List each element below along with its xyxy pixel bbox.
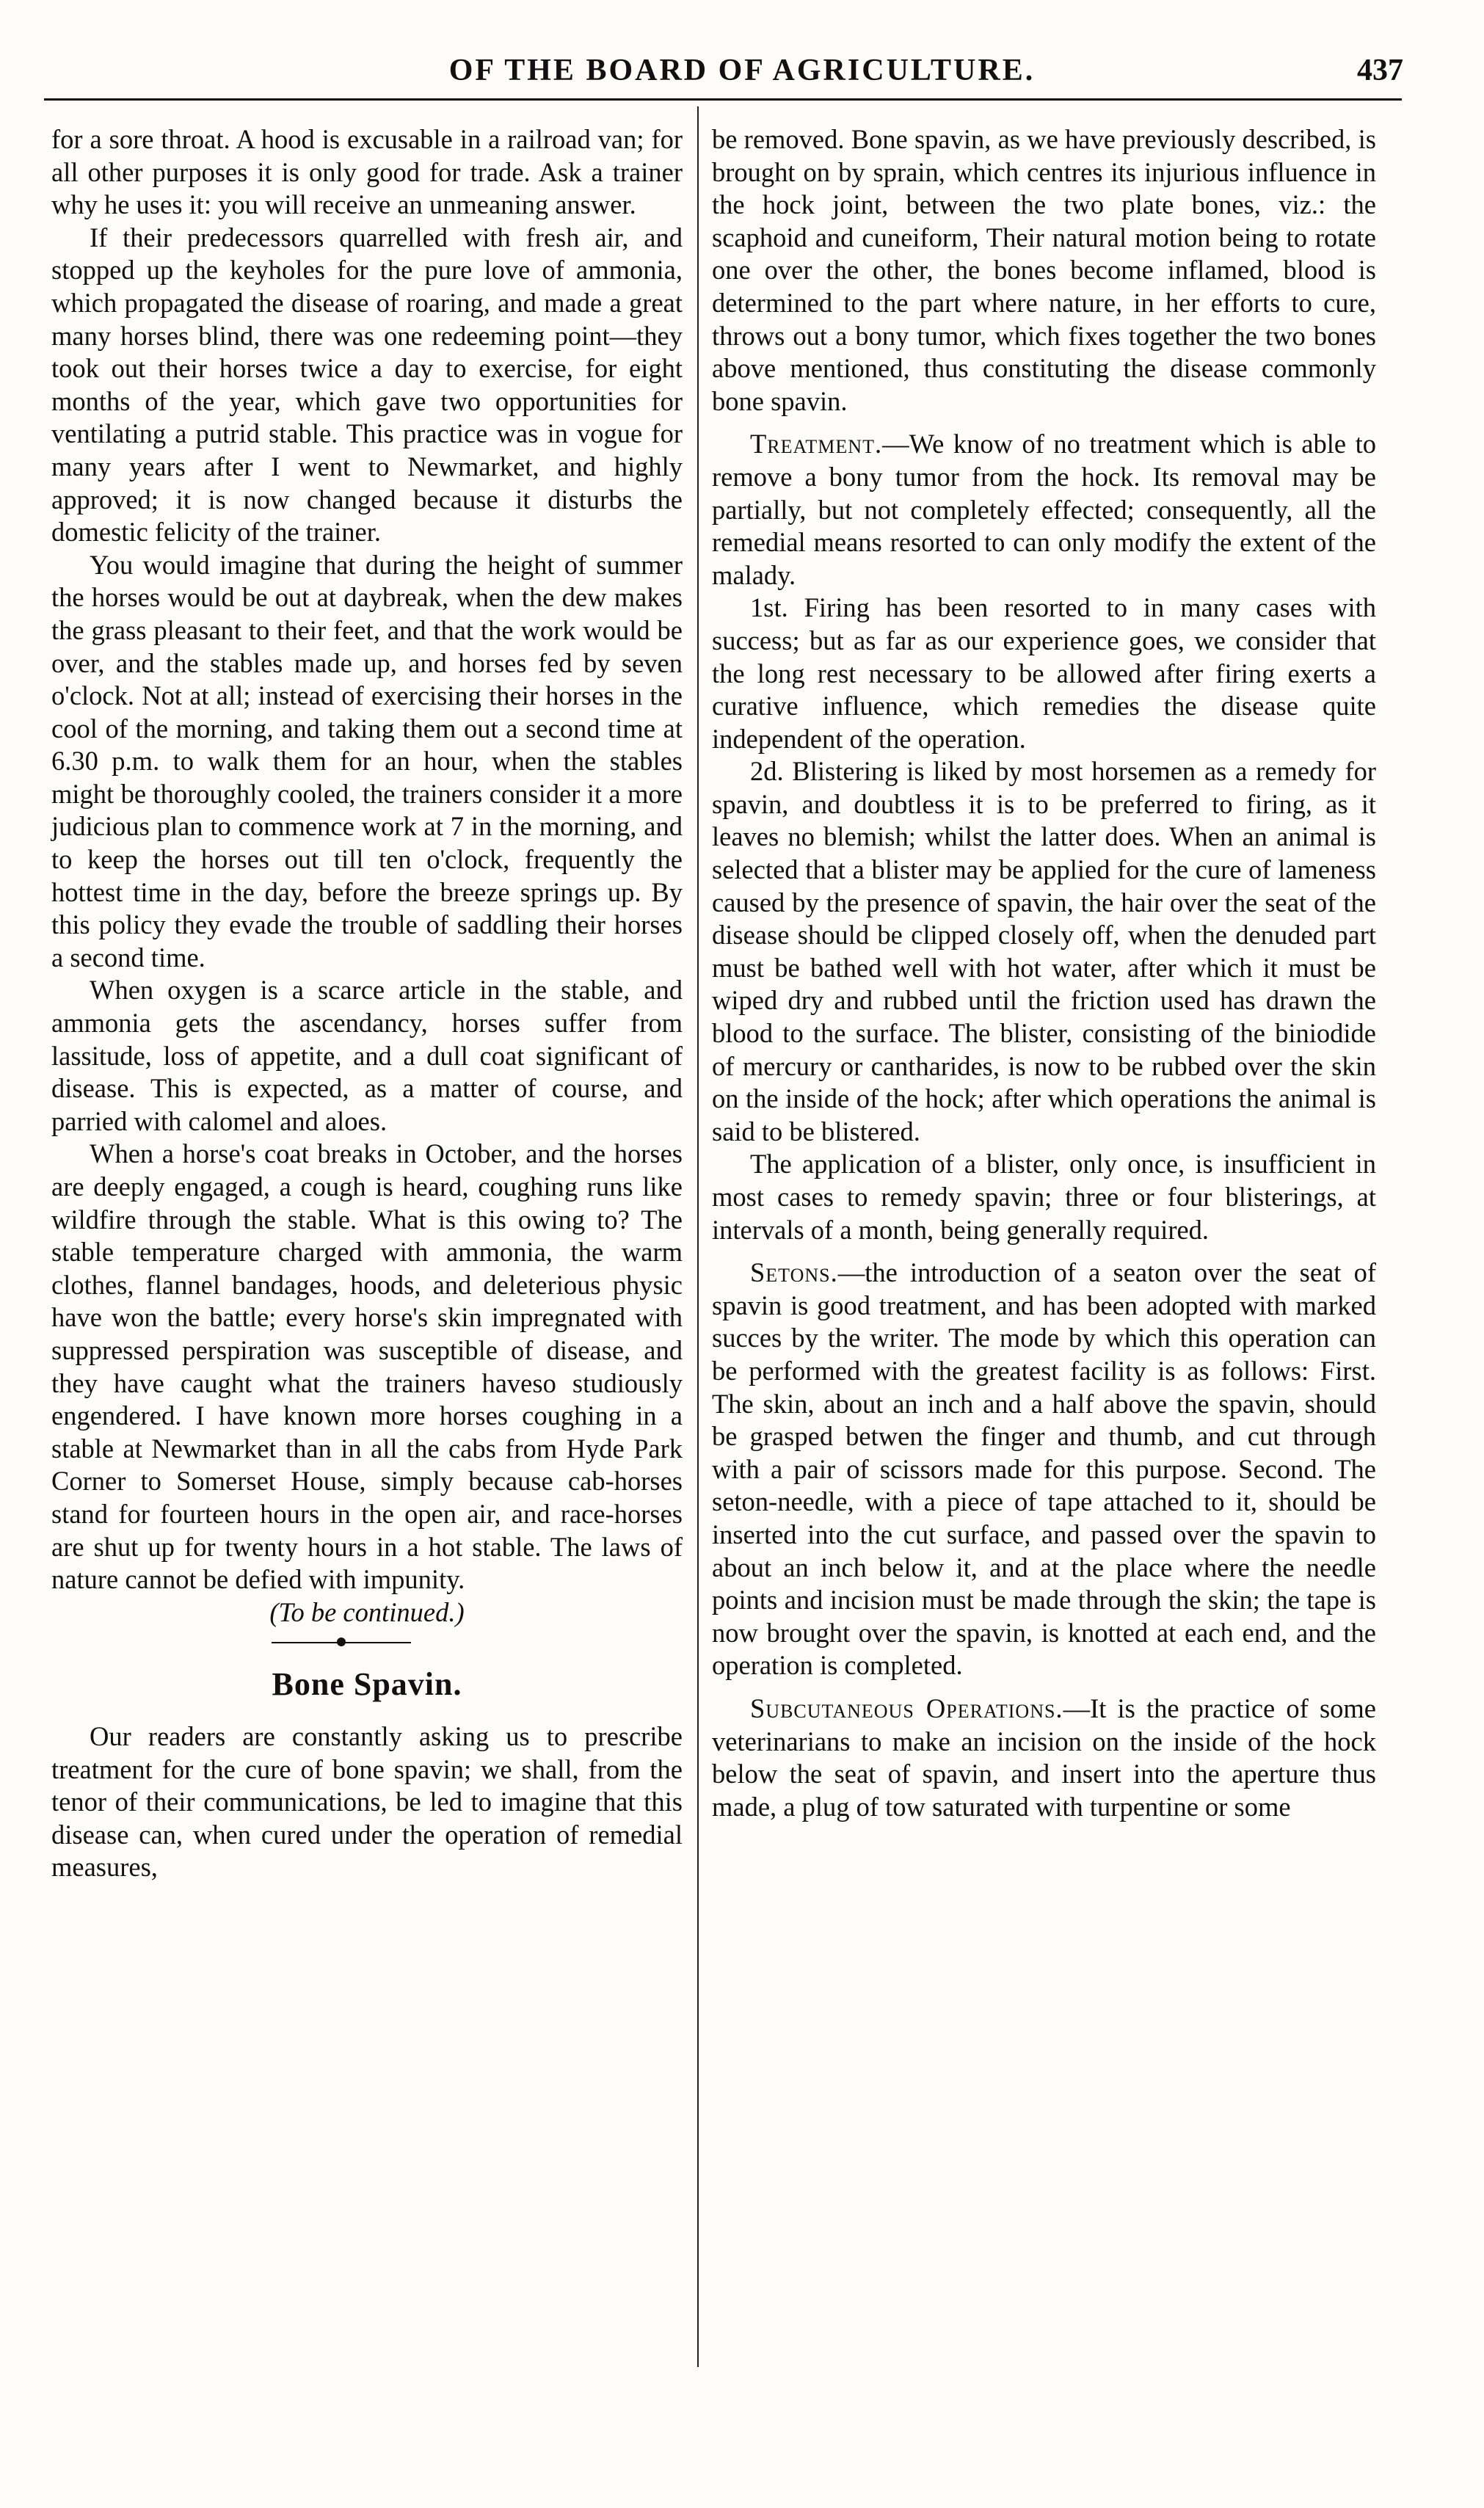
treatment-paragraph	[712, 428, 1376, 592]
blistering-paragraph: 2d. Blistering is liked by most horsemen as a remedy for spavin, and doubtless it is to be preferred to firing, as it leaves no blemish; whilst the latter does. When an animal is selected that a blister may be applied for the cure of lameness caused by the presence of spavin, the hair over the seat of the disease should be clipped closely off, when the denuded part must be bathed well with hot water, after which it must be wiped dry and rubbed until the friction used has drawn the blood to the surface. The blister, consisting of the biniodide of mercury or cantharides, is now to be rubbed over the skin on the inside of the hock; after which operations the animal is said to be blistered.	[712, 756, 1376, 1146]
right-column	[712, 123, 1376, 1823]
treatment-text: —We know of no treatment which is able to remove a bony tumor from the hock. Its removal may be partially, but not completely effected; consequently, all the remedial means resorted to can only modify the extent of the malady.	[712, 429, 1376, 590]
application-paragraph: The application of a blister, only once, is insufficient in most cases to remedy spavin; three or four blisterings, at intervals of a month, being generally required.	[712, 1149, 1376, 1245]
firing-paragraph: 1st. Firing has been resorted to in many cases with success; but as far as our experience goes, we consider that the long rest necessary to be allowed after firing exerts a curative influence, which remedies the disease quite independent of the operation.	[712, 592, 1376, 754]
section-divider	[51, 1629, 683, 1658]
section-paragraph: Our readers are constantly asking us to prescribe treatment for the cure of bone spavin; we shall, from the tenor of their communications, be led to imagine that this disease can, when cured under the operation of remedial measures,	[51, 1720, 683, 1883]
subcutaneous-text: —It is the practice of some veterinarians to make an incision on the inside of the hock below the seat of spavin, and insert into the aperture thus made, a plug of tow saturated with turpentine or some	[712, 1693, 1377, 1822]
left-paragraph: You would imagine that during the height of summer the horses would be out at daybreak, when the dew makes the grass pleasant to their feet, and that the work would be over, and the stables made up, and horses fed by seven o'clock. Not at all; instead of exercising their horses in the cool of the morning, and taking them out a second time at 6.30 p.m. to walk them for an hour, when the stables might be thoroughly cooled, the trainers consider it a more judicious plan to commence work at 7 in the morning, and to keep the horses out till ten o'clock, frequently the hottest time in the day, before the breeze springs up. By this policy they evade the trouble of saddling their horses a second time.	[51, 549, 683, 973]
right-intro: be removed. Bone spavin, as we have previously described, is brought on by sprain, which centres its injurious influence in the hock joint, between the two plate bones, viz.: the scaphoid and cuneiform, Their natural motion being to rotate one over the other, the bones become inflamed, blood is determined to the part where nature, in her efforts to cure, throws out a bony tumor, which fixes together the two bones above mentioned, thus constituting the disease commonly bone spavin.	[712, 124, 1376, 416]
running-title: OF THE BOARD OF AGRICULTURE.	[448, 54, 1036, 87]
header-rule	[44, 98, 1402, 101]
setons-text: —the introduction of a seaton over the seat of spavin is good treatment, and has been adopted with marked succes by the writer. The mode by which this operation can be performed with the greatest facility is as follows: First. The skin, about an inch and a half above the spavin, should be grasped betwen the finger and thumb, and cut through with a pair of scissors made for this purpose. Second. The seton-needle, with a piece of tape attached to it, should be inserted into the cut surface, and passed over the spavin to about an inch below it, and at the place where the needle points and incision must be made through the skin; the tape is now brought over the spavin, is knotted at each end, and the operation is completed.	[712, 1257, 1376, 1681]
setons-label: Setons.	[750, 1257, 838, 1288]
left-paragraph: When oxygen is a scarce article in the stable, and ammonia gets the ascendancy, horses suffer from lassitude, loss of appetite, and a dull coat significant of disease. This is expected, as a matter of course, and parried with calomel and aloes.	[51, 975, 683, 1136]
left-paragraph: When a horse's coat breaks in October, and the horses are deeply engaged, a cough is heard, coughing runs like wildfire through the stable. What is this owing to? The stable temperature charged with ammonia, the warm clothes, flannel bandages, hoods, and deleterious physic have won the battle; every horse's skin impregnated with suppressed perspiration was susceptible of disease, and they have caught what the trainers haveso studiously engendered. I have known more horses coughing in a stable at Newmarket than in all the cabs from Hyde Park Corner to Somerset House, simply because cab-horses stand for fourteen hours in the open air, and race-horses are shut up for twenty hours in a hot stable. The laws of nature cannot be defied with impunity.	[51, 1138, 683, 1595]
page-number: 437	[1357, 54, 1403, 87]
column-divider	[697, 106, 699, 2367]
left-column	[51, 123, 683, 1884]
running-head	[0, 53, 1484, 97]
left-paragraph: If their predecessors quarrelled with fresh air, and stopped up the keyholes for the pure love of ammonia, which propagated the disease of roaring, and made a great many horses blind, there was one redeeming point—they took out their horses twice a day to exercise, for eight months of the year, which gave two opportunities for ventilating a putrid stable. This practice was in vogue for many years after I went to Newmarket, and highly approved; it is now changed because it disturbs the domestic felicity of the trainer.	[51, 222, 683, 548]
setons-paragraph	[712, 1257, 1376, 1682]
left-paragraph: for a sore throat. A hood is excusable in a railroad van; for all other purposes it is only good for trade. Ask a trainer why he uses it: you will receive an unmeaning answer.	[51, 124, 683, 220]
to-be-continued: (To be continued.)	[269, 1596, 465, 1627]
subcutaneous-label: Subcutaneous Operations.	[750, 1693, 1063, 1723]
subcutaneous-paragraph	[712, 1693, 1376, 1823]
treatment-label: Treatment.	[750, 429, 883, 459]
section-title: Bone Spavin.	[272, 1666, 462, 1703]
